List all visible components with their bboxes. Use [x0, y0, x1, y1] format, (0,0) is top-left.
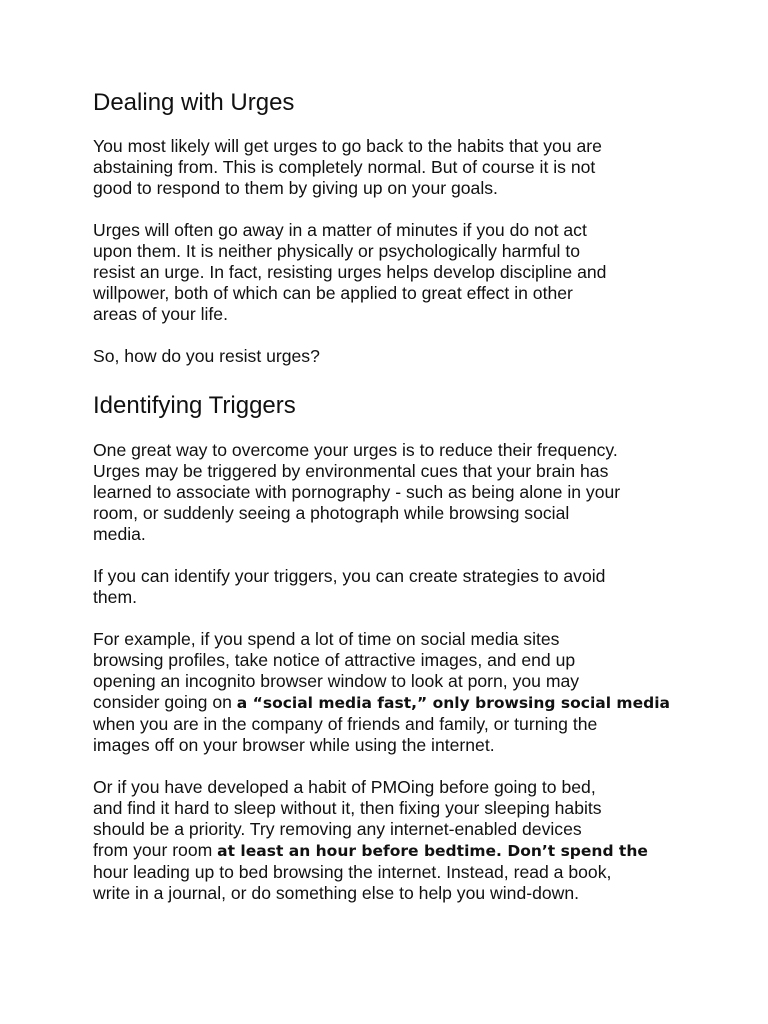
text-line	[93, 692, 683, 714]
text-line: For example, if you spend a lot of time on social media sites	[93, 629, 560, 649]
text-line: write in a journal, or do something else to help you wind-down.	[93, 883, 580, 903]
text-line: You most likely will get urges to go back to the habits that you are	[93, 136, 602, 156]
text-line: resist an urge. In fact, resisting urges helps develop discipline and	[93, 262, 607, 282]
text-line: them.	[93, 587, 138, 607]
paragraph	[93, 136, 683, 199]
heading-identifying-triggers: Identifying Triggers	[93, 392, 296, 419]
text-line: images off on your browser while using the internet.	[93, 735, 495, 755]
text-line: Urges may be triggered by environmental cues that your brain has	[93, 461, 609, 481]
text-run: consider going on	[93, 692, 237, 712]
text-line: Or if you have developed a habit of PMOing before going to bed,	[93, 777, 596, 797]
text-line: willpower, both of which can be applied to great effect in other	[93, 283, 573, 303]
text-run: from your room	[93, 840, 218, 860]
paragraph	[93, 566, 683, 608]
paragraph	[93, 346, 683, 367]
text-line: If you can identify your triggers, you can create strategies to avoid	[93, 566, 606, 586]
text-line: One great way to overcome your urges is to reduce their frequency.	[93, 440, 618, 460]
emphasized-text: at least an hour before bedtime. Don’t spend the	[217, 842, 648, 860]
text-line: good to respond to them by giving up on your goals.	[93, 178, 498, 198]
text-line: areas of your life.	[93, 304, 228, 324]
text-line: when you are in the company of friends and family, or turning the	[93, 714, 598, 734]
paragraph	[93, 629, 683, 756]
paragraph	[93, 440, 683, 545]
text-line: room, or suddenly seeing a photograph while browsing social	[93, 503, 570, 523]
heading-dealing-with-urges: Dealing with Urges	[93, 89, 295, 116]
emphasized-text: a “social media fast,” only browsing social media	[236, 694, 670, 712]
text-line: opening an incognito browser window to look at porn, you may	[93, 671, 580, 691]
text-line: upon them. It is neither physically or psychologically harmful to	[93, 241, 580, 261]
paragraph	[93, 777, 683, 904]
text-line: Urges will often go away in a matter of minutes if you do not act	[93, 220, 587, 240]
text-line: learned to associate with pornography - such as being alone in your	[93, 482, 621, 502]
text-line: media.	[93, 524, 146, 544]
text-line: should be a priority. Try removing any internet-enabled devices	[93, 819, 582, 839]
text-line	[93, 840, 683, 862]
text-line: abstaining from. This is completely normal. But of course it is not	[93, 157, 596, 177]
paragraph	[93, 220, 683, 325]
text-line: browsing profiles, take notice of attractive images, and end up	[93, 650, 576, 670]
document-page	[93, 88, 683, 904]
text-line: and find it hard to sleep without it, then fixing your sleeping habits	[93, 798, 602, 818]
text-line: hour leading up to bed browsing the internet. Instead, read a book,	[93, 862, 612, 882]
text-line: So, how do you resist urges?	[93, 346, 320, 366]
